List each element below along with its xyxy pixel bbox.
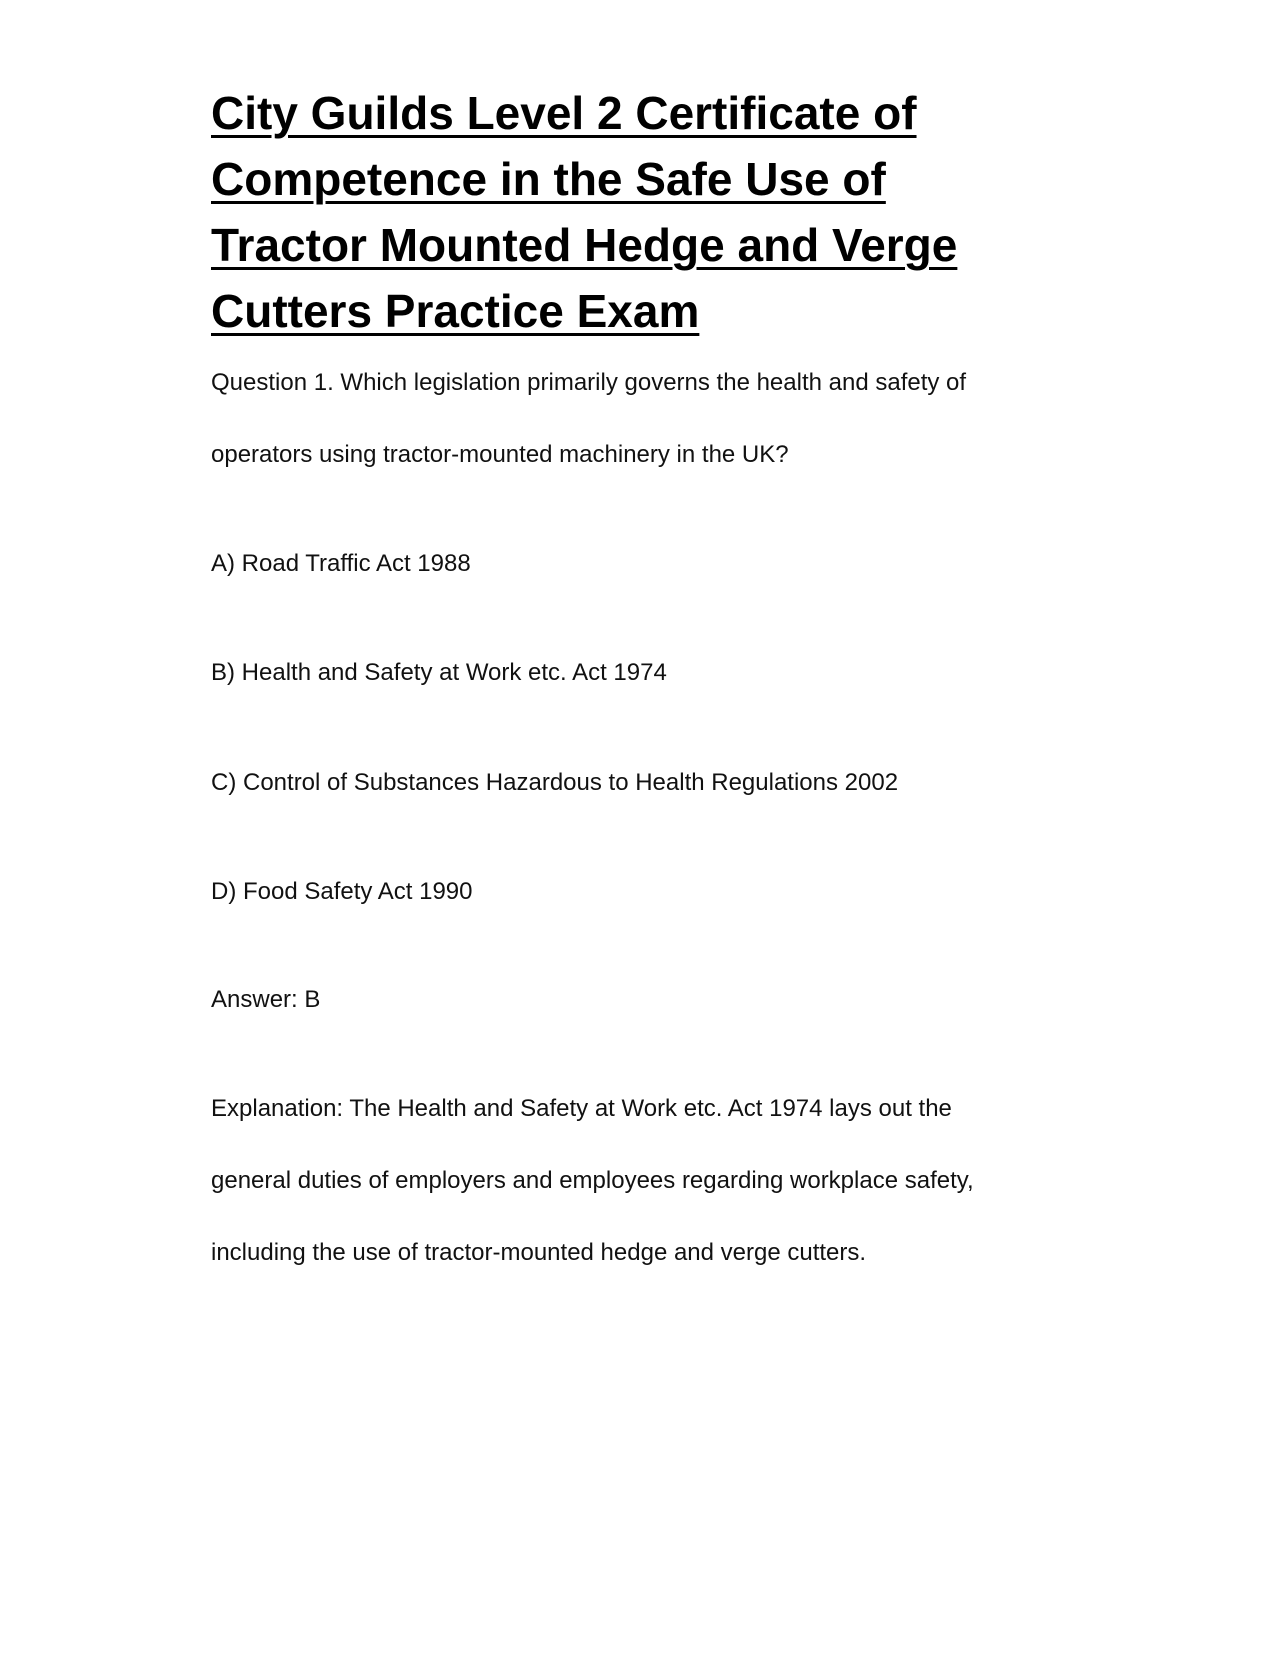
question-text-line-1: Question 1. Which legislation primarily governs the health and safety of: [211, 369, 967, 396]
option-b: B) Health and Safety at Work etc. Act 1974: [211, 659, 667, 686]
explanation-line-2: general duties of employers and employees regarding workplace safety,: [211, 1167, 974, 1194]
answer-text: Answer: B: [211, 986, 321, 1013]
question-text-line-2: operators using tractor-mounted machinery in the UK?: [211, 441, 789, 468]
explanation-line-1: Explanation: The Health and Safety at Work etc. Act 1974 lays out the: [211, 1095, 952, 1122]
option-a: A) Road Traffic Act 1988: [211, 550, 471, 577]
option-d: D) Food Safety Act 1990: [211, 878, 473, 905]
option-c: C) Control of Substances Hazardous to Health Regulations 2002: [211, 769, 899, 796]
page-title: City Guilds Level 2 Certificate of Competence in the Safe Use of Tractor Mounted Hedge and Verge Cutters Practice Exam: [211, 87, 958, 337]
explanation-line-3: including the use of tractor-mounted hedge and verge cutters.: [211, 1239, 867, 1266]
